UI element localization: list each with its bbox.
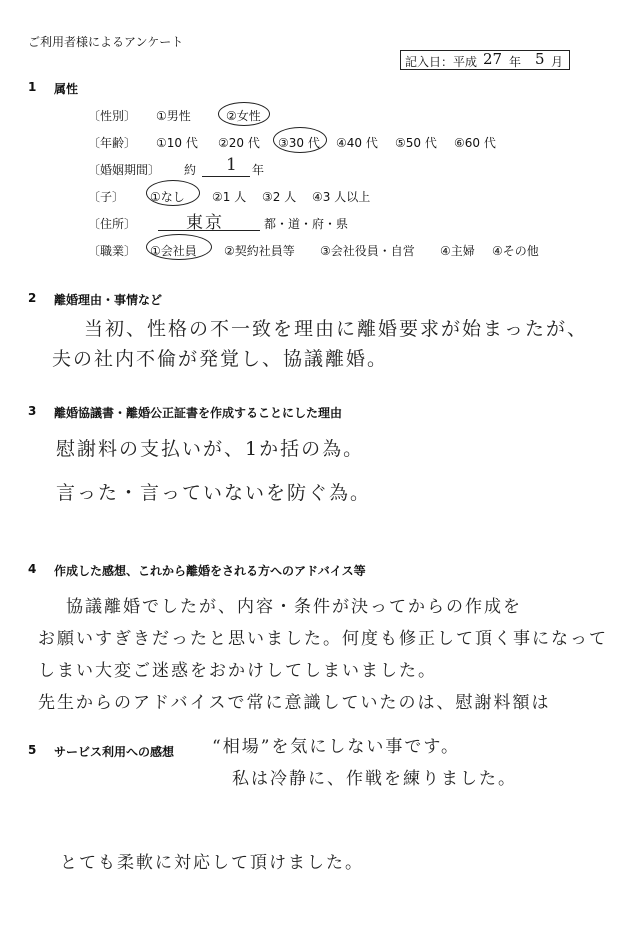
marriage-value: 1 <box>226 155 239 175</box>
job-label: 〔職業〕 <box>88 244 137 258</box>
gender-option-female: ②女性 <box>226 109 261 123</box>
children-selected-circle <box>146 180 200 206</box>
section3-title: 離婚協議書・離婚公正証書を作成することにした理由 <box>54 406 343 420</box>
section2-answer-line-2: 夫の社内不倫が発覚し、協議離婚。 <box>52 348 389 370</box>
gender-option-male: ①男性 <box>156 109 191 123</box>
address-value: 東京 <box>186 213 224 233</box>
children-label: 〔子〕 <box>88 190 125 204</box>
section1-number: 1 <box>28 80 37 94</box>
job-option-executive: ③会社役員・自営 <box>320 244 415 258</box>
page-title: ご利用者様によるアンケート <box>28 35 184 49</box>
age-selected-circle <box>273 127 327 153</box>
job-option-contract: ②契約社員等 <box>224 244 295 258</box>
section3-answer-line-2: 言った・言っていないを防ぐ為。 <box>56 482 372 504</box>
children-option-2: ③2 人 <box>262 190 297 204</box>
marriage-underline <box>202 176 250 177</box>
section4-number: 4 <box>28 562 37 576</box>
section5-number: 5 <box>28 743 37 757</box>
job-selected-circle <box>146 234 212 260</box>
children-option-1: ②1 人 <box>212 190 247 204</box>
entry-date-year: 27 <box>483 50 503 68</box>
section4-answer-line-6: 私は冷静に、作戦を練りました。 <box>232 769 517 789</box>
address-label: 〔住所〕 <box>88 217 137 231</box>
entry-date-label: 記入日：平成 <box>405 55 478 69</box>
age-option-20: ②20 代 <box>218 136 260 150</box>
entry-date-box <box>400 50 570 70</box>
address-suffix: 都・道・府・県 <box>264 217 349 231</box>
section3-number: 3 <box>28 404 37 418</box>
section5-answer-line-1: とても柔軟に対応して頂けました。 <box>60 853 364 873</box>
section5-title: サービス利用への感想 <box>54 745 175 759</box>
section4-title: 作成した感想、これから離婚をされる方へのアドバイス等 <box>54 564 366 578</box>
section4-answer-line-1: 協議離婚でしたが、内容・条件が決ってからの作成を <box>66 597 522 617</box>
address-underline <box>158 230 260 231</box>
section4-answer-line-2: お願いすぎきだったと思いました。何度も修正して頂く事になって <box>38 629 608 649</box>
section4-answer-line-5: “相場”を気にしない事です。 <box>212 737 461 757</box>
section4-answer-line-3: しまい大変ご迷惑をおかけしてしまいました。 <box>38 661 437 681</box>
age-option-50: ⑤50 代 <box>395 136 437 150</box>
section3-answer-line-1: 慰謝料の支払いが、1か括の為。 <box>56 438 365 460</box>
job-option-employee: ①会社員 <box>150 244 197 258</box>
marriage-unit: 年 <box>252 163 265 177</box>
age-option-30: ③30 代 <box>278 136 320 150</box>
children-option-3plus: ④3 人以上 <box>312 190 371 204</box>
section2-title: 離婚理由・事情など <box>54 293 163 307</box>
section2-answer-line-1: 当初、性格の不一致を理由に離婚要求が始まったが、 <box>84 318 589 340</box>
marriage-label: 〔婚姻期間〕 <box>88 163 161 177</box>
section1-title: 属性 <box>54 82 79 96</box>
age-option-40: ④40 代 <box>336 136 378 150</box>
age-label: 〔年齢〕 <box>88 136 137 150</box>
age-option-60: ⑥60 代 <box>454 136 496 150</box>
entry-date-month-unit: 月 <box>551 55 564 69</box>
children-option-none: ①なし <box>150 190 185 204</box>
gender-label: 〔性別〕 <box>88 109 137 123</box>
age-option-10: ①10 代 <box>156 136 198 150</box>
job-option-housewife: ④主婦 <box>440 244 475 258</box>
section4-answer-line-4: 先生からのアドバイスで常に意識していたのは、慰謝料額は <box>38 693 551 713</box>
job-option-other: ④その他 <box>492 244 539 258</box>
entry-date-year-unit: 年 <box>509 55 522 69</box>
marriage-prefix: 約 <box>184 163 197 177</box>
gender-selected-circle <box>218 102 270 126</box>
entry-date-month: 5 <box>535 50 545 68</box>
section2-number: 2 <box>28 291 37 305</box>
